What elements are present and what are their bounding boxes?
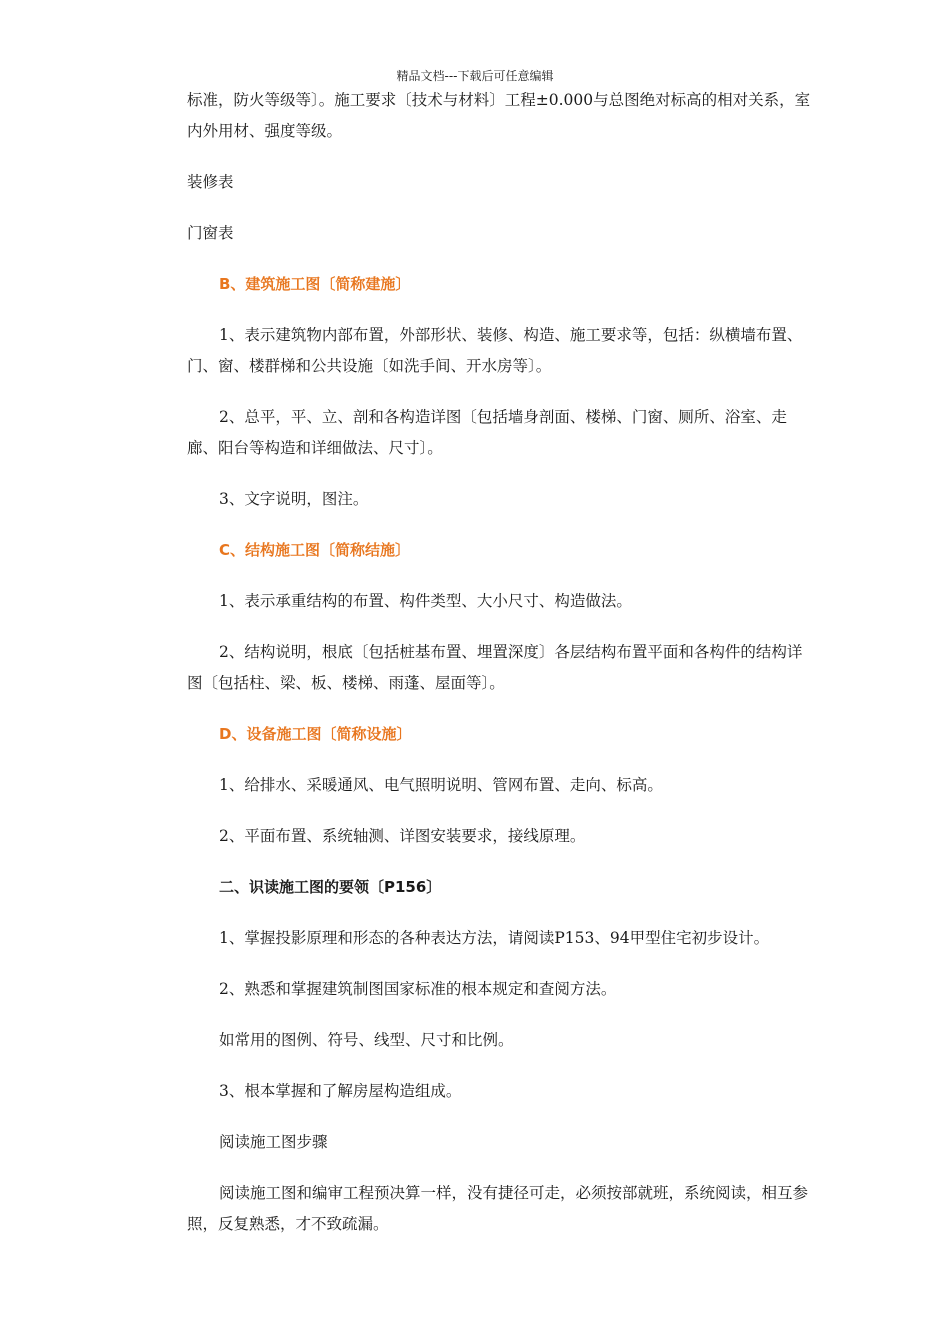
paragraph-c1: 1、表示承重结构的布置、构件类型、大小尺寸、构造做法。 — [219, 592, 632, 610]
paragraph-decoration-table: 装修表 — [187, 173, 234, 191]
paragraph-reading-steps: 阅读施工图步骤 — [219, 1133, 328, 1151]
paragraph-b2: 2、总平，平、立、剖和各构造详图〔包括墙身剖面、楼梯、门窗、厕所、浴室、走廊、阳台等构造和详细做法、尺寸〕。 — [187, 408, 787, 457]
section-heading-c: C、结构施工图〔简称结施〕 — [219, 541, 411, 559]
paragraph-door-window-table: 门窗表 — [187, 224, 234, 242]
section-heading-b: B、建筑施工图〔简称建施〕 — [219, 275, 411, 293]
paragraph-d2: 2、平面布置、系统轴测、详图安装要求，接线原理。 — [219, 827, 586, 845]
paragraph-2-2: 2、熟悉和掌握建筑制图国家标准的根本规定和查阅方法。 — [219, 980, 617, 998]
paragraph-2-3: 3、根本掌握和了解房屋构造组成。 — [219, 1082, 462, 1100]
section-heading-2: 二、识读施工图的要领〔P156〕 — [219, 878, 442, 896]
paragraph-c2: 2、结构说明，根底〔包括桩基布置、埋置深度〕各层结构布置平面和各构件的结构详图〔包括柱、梁、板、楼梯、雨蓬、屋面等〕。 — [187, 643, 803, 692]
section-heading-d: D、设备施工图〔简称设施〕 — [219, 725, 412, 743]
page-header: 精品文档---下载后可任意编辑 — [396, 69, 554, 83]
paragraph-reading-steps-body: 阅读施工图和编审工程预决算一样，没有捷径可走，必须按部就班，系统阅读，相互参照，反复熟悉，才不致疏漏。 — [187, 1184, 809, 1233]
paragraph-continuation: 标准，防火等级等〕。施工要求〔技术与材料〕工程±0.000与总图绝对标高的相对关系，室内外用材、强度等级。 — [187, 91, 811, 140]
document-body — [187, 85, 812, 1240]
paragraph-2-2-note: 如常用的图例、符号、线型、尺寸和比例。 — [219, 1031, 514, 1049]
paragraph-b1: 1、表示建筑物内部布置，外部形状、装修、构造、施工要求等，包括：纵横墙布置、门、窗、楼群梯和公共设施〔如洗手间、开水房等〕。 — [187, 326, 803, 375]
paragraph-2-1: 1、掌握投影原理和形态的各种表达方法，请阅读P153、94甲型住宅初步设计。 — [219, 929, 770, 947]
paragraph-d1: 1、给排水、采暖通风、电气照明说明、管网布置、走向、标高。 — [219, 776, 663, 794]
paragraph-b3: 3、文字说明，图注。 — [219, 490, 369, 508]
